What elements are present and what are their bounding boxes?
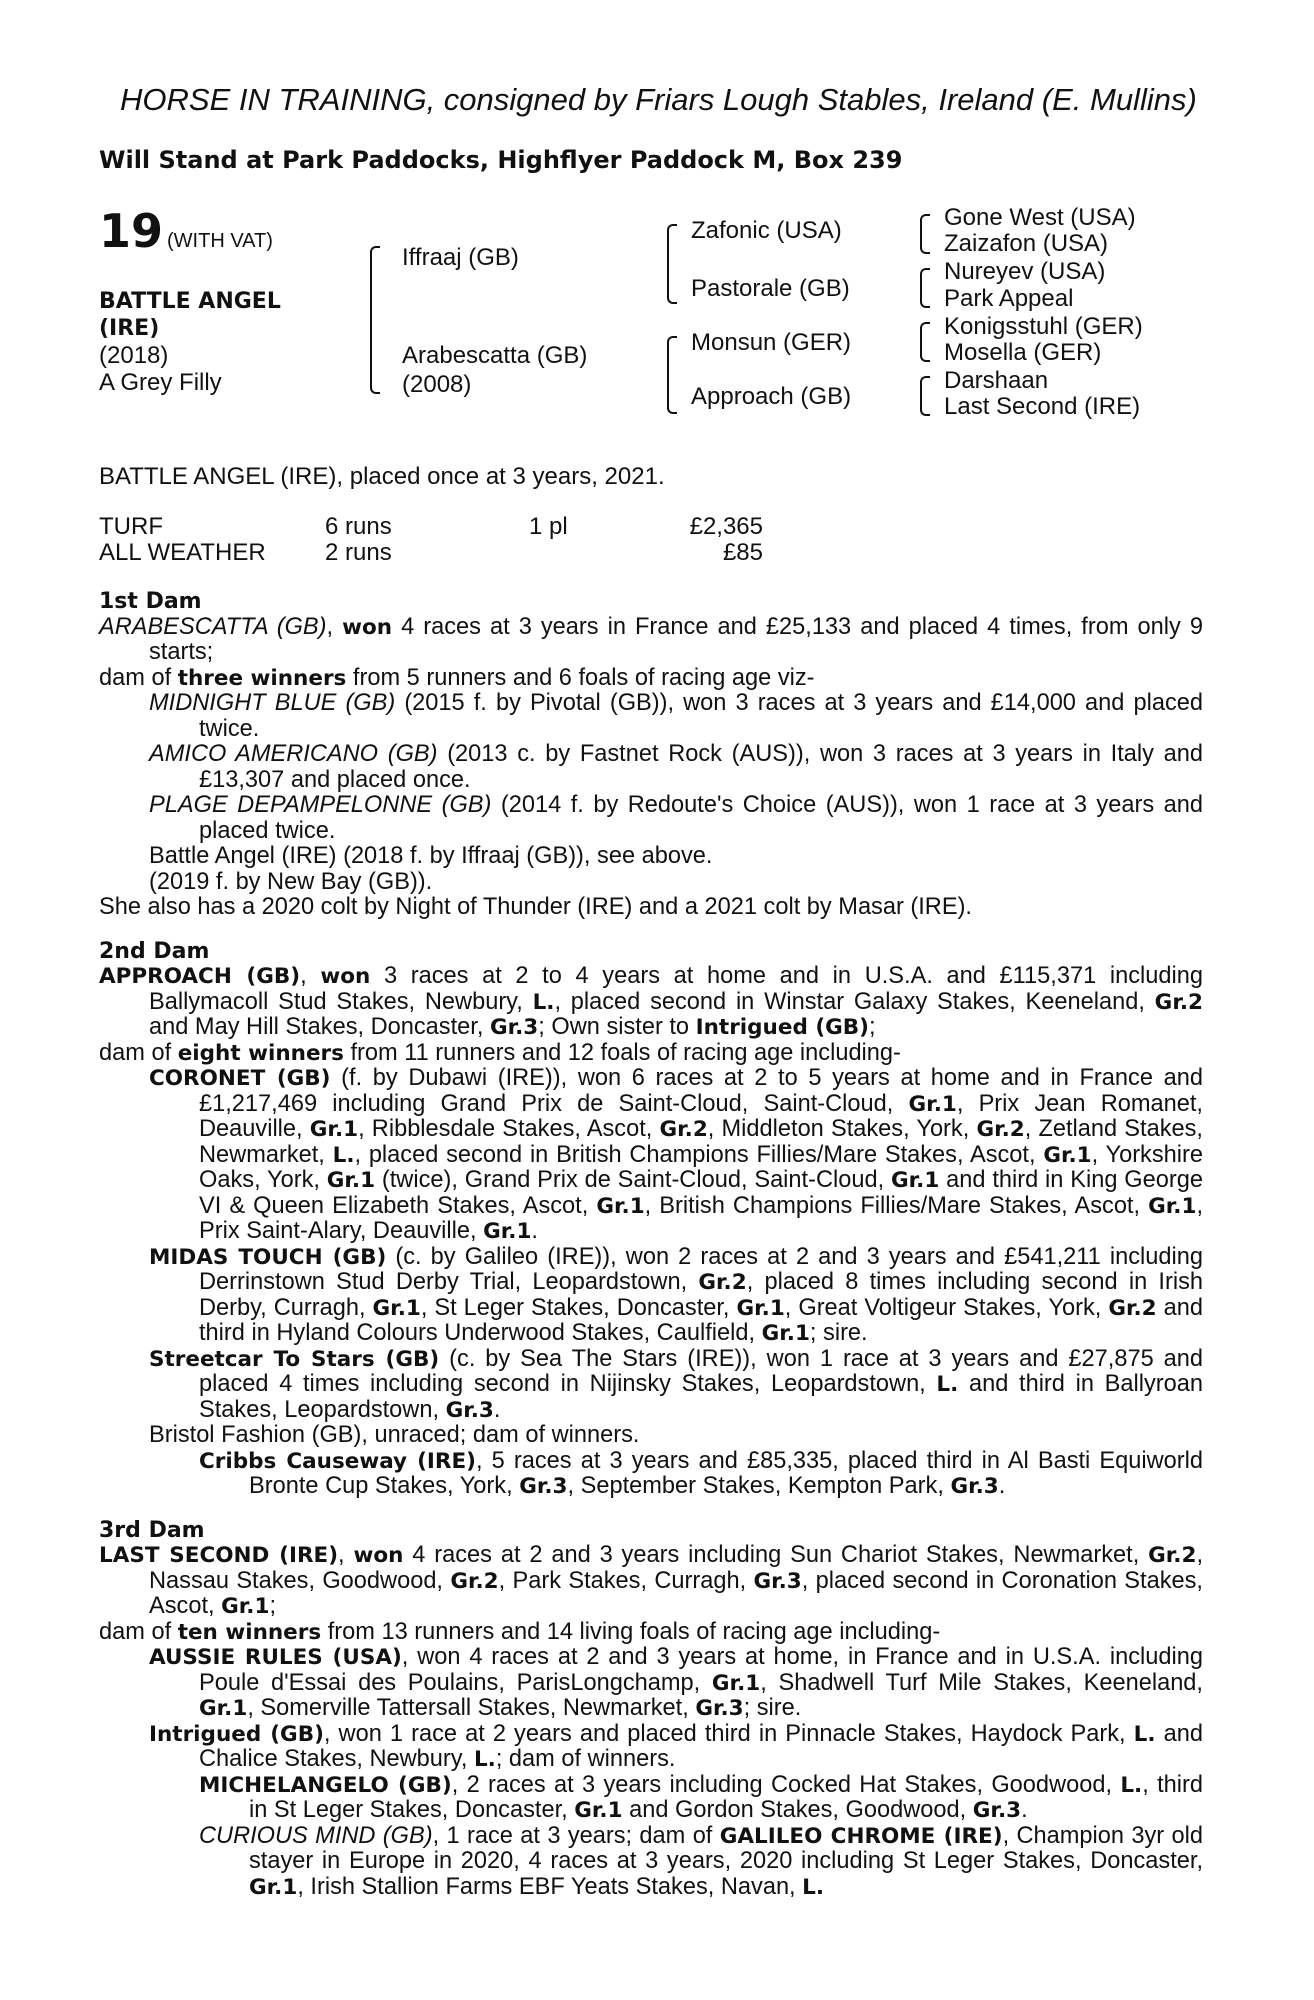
pedigree-ggs-3: Nureyev (USA): [944, 258, 1106, 285]
horse-description: A Grey Filly: [99, 369, 222, 396]
produce-entry: MICHELANGELO (GB), 2 races at 3 years including Cocked Hat Stakes, Goodwood, L., third in St Leger Stakes, Doncaster, Gr.1 and Gordon Stakes, Goodwood, Gr.3.: [199, 1771, 1203, 1823]
produce-entry: Cribbs Causeway (IRE), 5 races at 3 years and £85,335, placed third in Al Basti Equiworld Bronte Cup Stakes, York, Gr.3, September Stakes, Kempton Park, Gr.3.: [199, 1447, 1203, 1499]
ggs-brace-3: [920, 322, 930, 362]
dam-entry: LAST SECOND (IRE), won 4 races at 2 and 3 years including Sun Chariot Stakes, Newmarket, Gr.2, Nassau Stakes, Goodwood, Gr.2, Park Stakes, Curragh, Gr.3, placed second in Coronation Stakes, Ascot, Gr.1;: [99, 1542, 1203, 1619]
second-dam-heading: 2nd Dam: [99, 938, 210, 964]
dam-entry: APPROACH (GB), won 3 races at 2 to 4 years at home and in U.S.A. and £115,371 including Ballymacoll Stud Stakes, Newbury, L., placed second in Winstar Galaxy Stakes, Keeneland, Gr.2 and May Hill Stakes, Doncaster, Gr.3; Own sister to Intrigued (GB);: [99, 963, 1203, 1040]
produce-entry: AUSSIE RULES (USA), won 4 races at 2 and 3 years at home, in France and in U.S.A. including Poule d'Essai des Poulains, ParisLongchamp, Gr.1, Shadwell Turf Mile Stakes, Keeneland, Gr.1, Somerville Tattersall Stakes, Newmarket, Gr.3; sire.: [149, 1644, 1203, 1721]
dam-entry: ARABESCATTA (GB), won 4 races at 3 years in France and £25,133 and placed 4 times, from only 9 starts;: [99, 613, 1203, 665]
stats-surface: TURF: [99, 513, 163, 540]
pedigree-ggs-5: Konigsstuhl (GER): [944, 313, 1143, 340]
stats-runs: 6 runs: [325, 513, 392, 540]
produce-entry: Battle Angel (IRE) (2018 f. by Iffraaj (GB)), see above.: [149, 843, 713, 869]
stats-surface: ALL WEATHER: [99, 539, 266, 566]
race-summary: BATTLE ANGEL (IRE), placed once at 3 years, 2021.: [99, 463, 665, 490]
third-dam-heading: 3rd Dam: [99, 1517, 205, 1543]
pedigree-ggs-2: Zaizafon (USA): [944, 230, 1109, 257]
dam-line-brace: [667, 336, 677, 414]
pedigree-grandsire-2: Monsun (GER): [691, 329, 852, 356]
pedigree-grandsire-1: Zafonic (USA): [691, 217, 842, 244]
pedigree-sire: Iffraaj (GB): [402, 244, 519, 271]
first-dam-heading: 1st Dam: [99, 589, 202, 614]
stats-earnings: £85: [722, 539, 763, 566]
pedigree-dam-year: (2008): [402, 371, 472, 398]
sire-line-brace: [667, 224, 677, 304]
vat-note: (WITH VAT): [167, 230, 273, 252]
produce-entry: CORONET (GB) (f. by Dubawi (IRE)), won 6 races at 2 to 5 years at home and in France and £1,217,469 including Grand Prix de Saint-Cloud, Saint-Cloud, Gr.1, Prix Jean Romanet, Deauville, Gr.1, Ribblesdale Stakes, Ascot, Gr.2, Middleton Stakes, York, Gr.2, Zetland Stakes, Newmarket, L., placed second in British Champions Fillies/Mare Stakes, Ascot, Gr.1, Yorkshire Oaks, York, Gr.1 (twice), Grand Prix de Saint-Cloud, Saint-Cloud, Gr.1 and third in King George VI & Queen Elizabeth Stakes, Ascot, Gr.1, British Champions Fillies/Mare Stakes, Ascot, Gr.1, Prix Saint-Alary, Deauville, Gr.1.: [149, 1065, 1203, 1244]
produce-entry: MIDNIGHT BLUE (GB) (2015 f. by Pivotal (GB)), won 3 races at 3 years and £14,000 and placed twice.: [149, 690, 1203, 742]
horse-suffix: (IRE): [99, 316, 160, 341]
produce-entry: PLAGE DEPAMPELONNE (GB) (2014 f. by Redoute's Choice (AUS)), won 1 race at 3 years and placed twice.: [149, 792, 1203, 844]
ggs-brace-2: [920, 268, 930, 308]
pedigree-notes: [99, 589, 1203, 1900]
stand-location: Will Stand at Park Paddocks, Highflyer Paddock M, Box 239: [99, 146, 903, 174]
produce-entry: AMICO AMERICANO (GB) (2013 c. by Fastnet Rock (AUS)), won 3 races at 3 years in Italy and £13,307 and placed once.: [149, 741, 1203, 793]
dam-produce-summary: dam of eight winners from 11 runners and 12 foals of racing age including-: [99, 1039, 901, 1066]
produce-entry: (2019 f. by New Bay (GB)).: [149, 868, 433, 895]
lot-number: 19: [99, 204, 164, 258]
dam-produce-summary: dam of ten winners from 13 runners and 14 living foals of racing age including-: [99, 1618, 941, 1645]
horse-identity: [99, 288, 281, 396]
produce-entry: CURIOUS MIND (GB), 1 race at 3 years; dam of GALILEO CHROME (IRE), Champion 3yr old stayer in Europe in 2020, 4 races at 3 years, 2020 including St Leger Stakes, Doncaster, Gr.1, Irish Stallion Farms EBF Yeats Stakes, Navan, L.: [199, 1822, 1204, 1900]
ggs-brace-4: [920, 376, 930, 416]
stats-earnings: £2,365: [689, 513, 763, 540]
pedigree-granddam-1: Pastorale (GB): [691, 275, 850, 302]
lot-number-block: [99, 204, 273, 258]
horse-name: BATTLE ANGEL: [99, 289, 281, 314]
produce-entry: Bristol Fashion (GB), unraced; dam of winners.: [149, 1422, 640, 1448]
pedigree-ggs-1: Gone West (USA): [944, 204, 1136, 231]
sire-dam-brace: [370, 246, 380, 394]
horse-year: (2018): [99, 342, 169, 369]
pedigree-ggs-6: Mosella (GER): [944, 339, 1102, 366]
produce-entry: Intrigued (GB), won 1 race at 2 years and placed third in Pinnacle Stakes, Haydock Park, L. and Chalice Stakes, Newbury, L.; dam of winners.: [149, 1720, 1203, 1772]
pedigree-dam: Arabescatta (GB): [402, 342, 588, 369]
produce-note: She also has a 2020 colt by Night of Thunder (IRE) and a 2021 colt by Masar (IRE).: [99, 894, 972, 920]
produce-entry: Streetcar To Stars (GB) (c. by Sea The Stars (IRE)), won 1 race at 3 years and £27,875 and placed 4 times including second in Nijinsky Stakes, Leopardstown, L. and third in Ballyroan Stakes, Leopardstown, Gr.3.: [149, 1345, 1203, 1423]
pedigree-ggs-8: Last Second (IRE): [944, 393, 1141, 420]
ggs-brace-1: [920, 214, 930, 254]
dam-produce-summary: dam of three winners from 5 runners and 6 foals of racing age viz-: [99, 664, 815, 691]
pedigree-ggs-7: Darshaan: [944, 367, 1049, 394]
catalogue-header: HORSE IN TRAINING, consigned by Friars Lough Stables, Ireland (E. Mullins): [120, 82, 1197, 117]
pedigree-ggs-4: Park Appeal: [944, 285, 1074, 312]
stats-placed: 1 pl: [529, 513, 568, 540]
pedigree-granddam-2: Approach (GB): [691, 383, 852, 410]
produce-entry: MIDAS TOUCH (GB) (c. by Galileo (IRE)), won 2 races at 2 and 3 years and £541,211 including Derrinstown Stud Derby Trial, Leopardstown, Gr.2, placed 8 times including second in Irish Derby, Curragh, Gr.1, St Leger Stakes, Doncaster, Gr.1, Great Voltigeur Stakes, York, Gr.2 and third in Hyland Colours Underwood Stakes, Caulfield, Gr.1; sire.: [149, 1243, 1203, 1346]
stats-runs: 2 runs: [325, 539, 392, 566]
